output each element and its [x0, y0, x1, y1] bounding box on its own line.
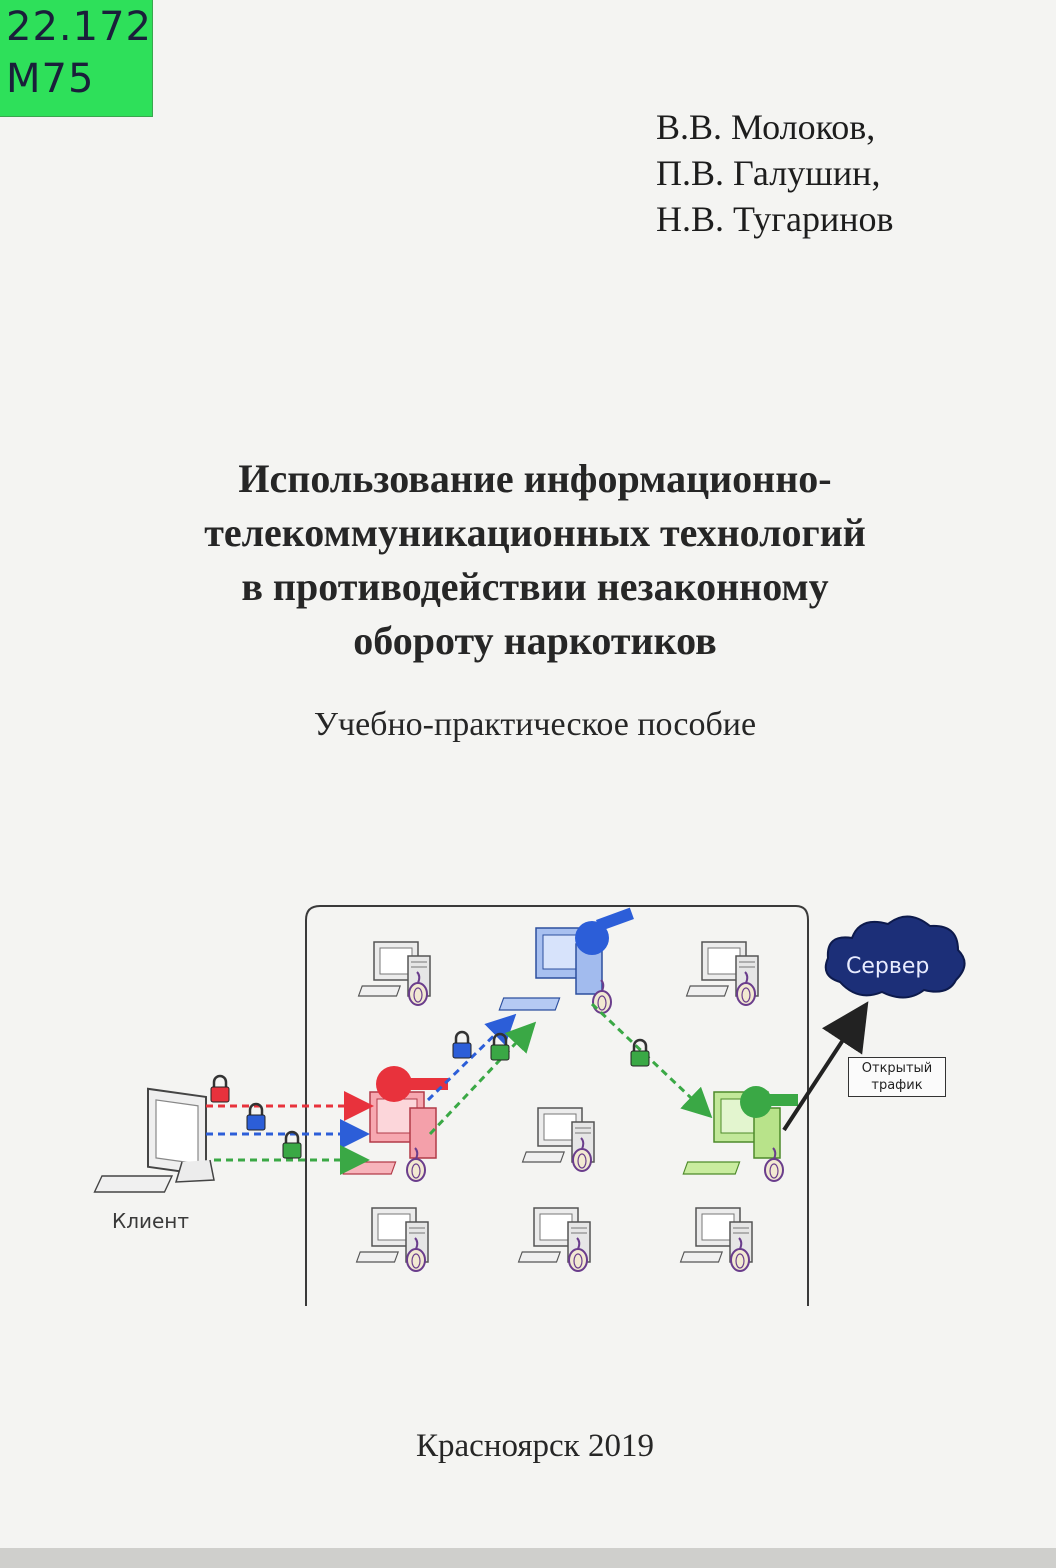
title-line-1: Использование информационно-	[238, 456, 832, 501]
green-lock-icon-2	[491, 1034, 509, 1060]
relay-node-bottom-right	[681, 1208, 752, 1271]
client-label: Клиент	[112, 1209, 190, 1233]
author-2: П.В. Галушин,	[656, 153, 881, 193]
title-line-3: в противодействии незаконному	[241, 564, 829, 609]
author-1: В.В. Молоков,	[656, 107, 876, 147]
book-subtitle: Учебно-практическое пособие	[313, 706, 757, 743]
middle-node-blue	[499, 908, 634, 1013]
green-path-middle-exit	[592, 1004, 708, 1114]
client-computer	[95, 1089, 214, 1192]
title-line-4: обороту наркотиков	[353, 618, 717, 663]
diagram-graphic	[0, 880, 1056, 1320]
authors-list	[656, 104, 893, 242]
relay-node-top-left	[359, 942, 430, 1005]
blue-lock-icon	[247, 1104, 265, 1130]
server-label: Сервер	[846, 954, 930, 979]
relay-node-bottom-left	[357, 1208, 428, 1271]
green-lock-icon	[283, 1132, 301, 1158]
book-title	[120, 452, 950, 668]
city-year: Красноярск 2019	[416, 1428, 654, 1464]
author-3: Н.В. Тугаринов	[656, 199, 894, 239]
shelfmark-line-1: 22.172	[6, 4, 152, 50]
scan-bottom-edge	[0, 1548, 1056, 1568]
relay-node-top-right	[687, 942, 758, 1005]
red-lock-icon	[211, 1076, 229, 1102]
open-traffic-label: Открытый трафик	[848, 1057, 946, 1097]
relay-node-middle	[523, 1108, 594, 1171]
shelfmark-line-2: М75	[6, 56, 95, 102]
relay-node-bottom-center	[519, 1208, 590, 1271]
green-lock-icon-3	[631, 1040, 649, 1066]
exit-node-green	[683, 1086, 798, 1181]
title-line-2: телекоммуникационных технологий	[204, 510, 866, 555]
library-shelfmark-sticker	[0, 0, 153, 117]
blue-lock-icon-2	[453, 1032, 471, 1058]
entry-node-red	[343, 1066, 448, 1181]
onion-routing-diagram	[0, 880, 1056, 1320]
